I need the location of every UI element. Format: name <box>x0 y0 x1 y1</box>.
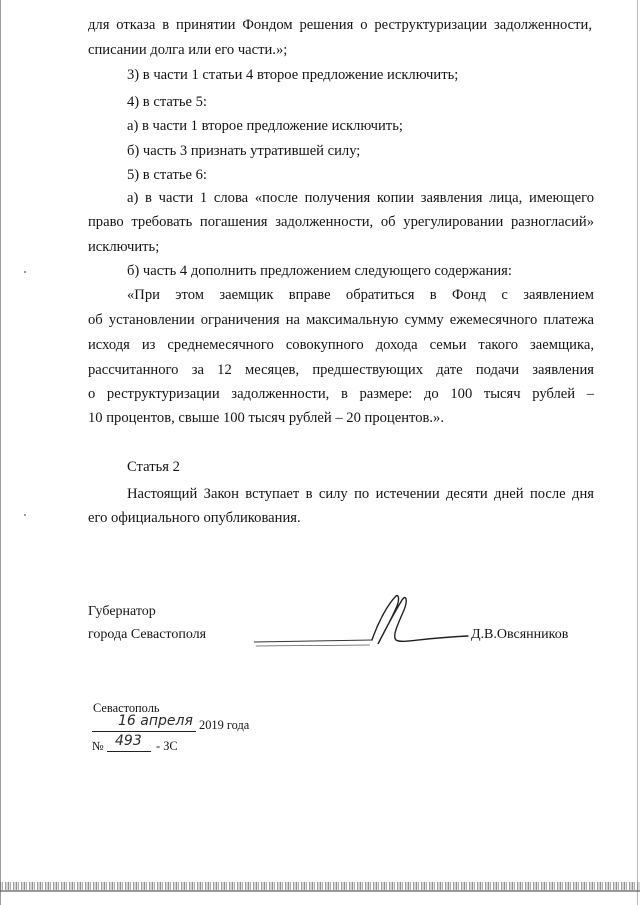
scan-speck <box>24 514 26 516</box>
number-underline <box>107 751 151 752</box>
list-item-4b: б) часть 3 признать утратившей силу; <box>127 143 361 159</box>
list-item-5a: а) в части 1 слова «после получения копии заявления лица, имеющего <box>127 190 594 206</box>
signatory-name: Д.В.Овсянников <box>471 627 569 642</box>
handwritten-date: 16 апреля <box>118 713 193 729</box>
date-underline <box>92 731 196 732</box>
list-item-5b: б) часть 4 дополнить предложением следующего содержания: <box>127 263 512 279</box>
scan-left-edge <box>0 0 1 905</box>
body-line: для отказа в принятии Фондом решения о реструктуризации задолженности, <box>88 17 592 33</box>
body-line: право требовать погашения задолженности, об урегулировании разногласий» <box>88 214 594 230</box>
scan-bottom-edge <box>0 890 640 892</box>
scan-bottom-noise <box>0 882 640 890</box>
article-text: его официального опубликования. <box>88 510 301 526</box>
signatory-title: Губернатор <box>88 604 156 619</box>
article-heading: Статья 2 <box>127 459 180 475</box>
list-item-3: 3) в части 1 статьи 4 второе предложение исключить; <box>127 67 459 83</box>
quote-line: о реструктуризации задолженности, в размере: до 100 тысяч рублей – <box>88 386 594 402</box>
scan-speck <box>24 271 26 273</box>
handwritten-signature <box>250 592 480 654</box>
quote-line: «При этом заемщик вправе обратиться в Фонд с заявлением <box>127 287 594 303</box>
city-label: Севастополь <box>93 701 160 715</box>
signatory-title: города Севастополя <box>88 627 207 642</box>
quote-line: 10 процентов, свыше 100 тысяч рублей – 20 процентов.». <box>88 410 444 426</box>
quote-line: исходя из среднемесячного совокупного дохода семьи такого заемщика, <box>88 337 594 353</box>
body-line: списании долга или его части.»; <box>88 42 288 58</box>
list-item-4a: а) в части 1 второе предложение исключить; <box>127 118 403 134</box>
year-label: 2019 года <box>199 718 250 732</box>
article-text: Настоящий Закон вступает в силу по истечении десяти дней после дня <box>127 486 594 502</box>
list-item-5: 5) в статье 6: <box>127 167 207 183</box>
quote-line: об установлении ограничения на максимальную сумму ежемесячного платежа <box>88 312 594 328</box>
quote-line: рассчитанного за 12 месяцев, предшествующих дате подачи заявления <box>88 362 594 378</box>
number-prefix: № <box>92 739 104 753</box>
number-suffix: - ЗС <box>156 739 178 753</box>
list-item-4: 4) в статье 5: <box>127 94 207 110</box>
handwritten-number: 493 <box>115 733 142 749</box>
scan-right-edge <box>637 0 638 905</box>
body-line: исключить; <box>88 239 160 255</box>
